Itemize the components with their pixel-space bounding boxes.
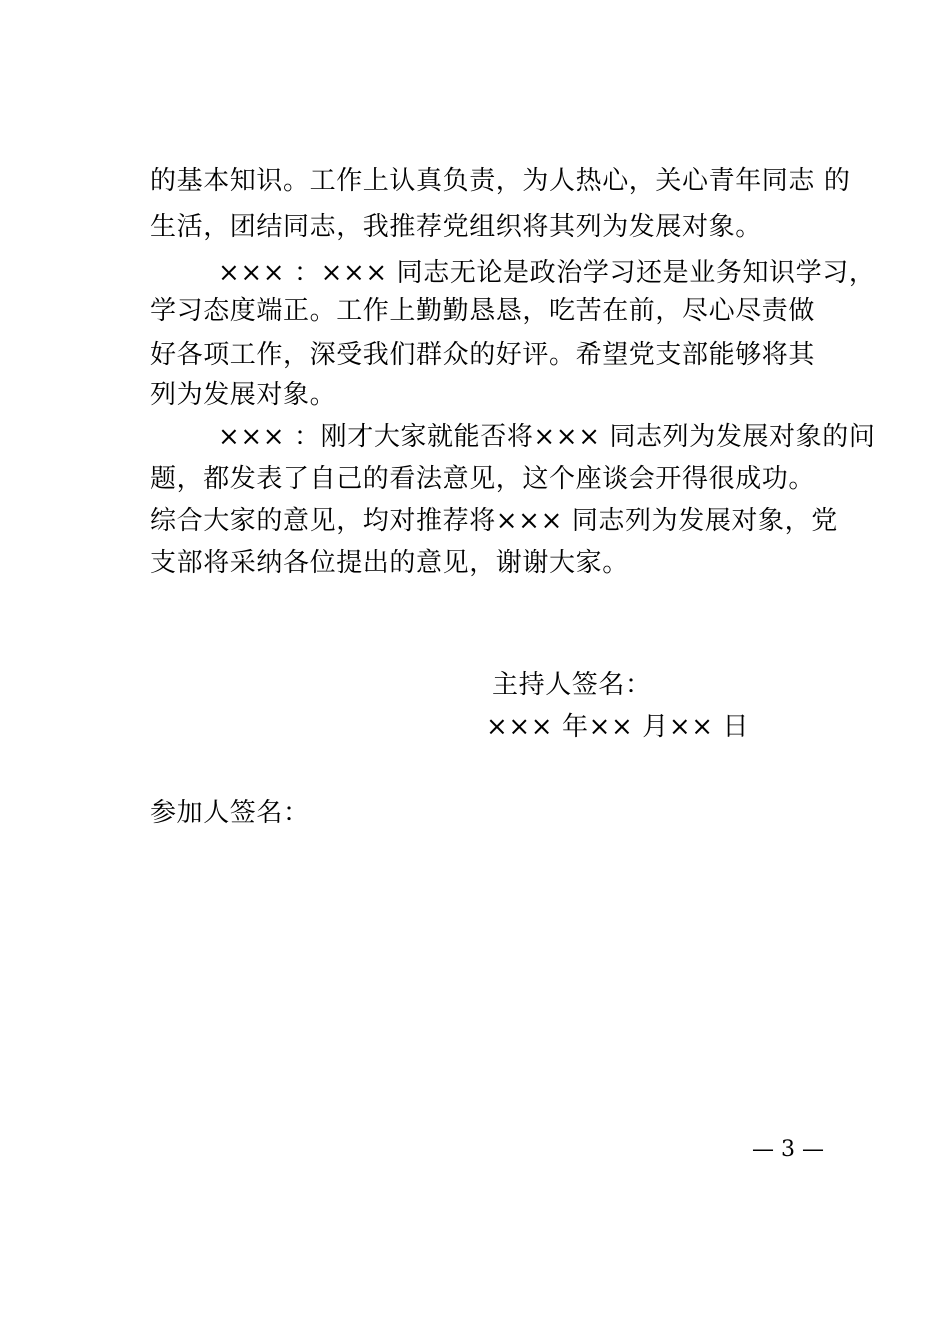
body-line: 好各项工作，深受我们群众的好评。希望党支部能够将其: [150, 340, 816, 370]
participants-signature-label: 参加人签名：: [150, 798, 310, 828]
body-line: ××× ：刚才大家就能否将××× 同志列为发展对象的问: [218, 422, 876, 452]
signature-date: ××× 年×× 月×× 日: [486, 712, 750, 742]
body-line: ××× ：××× 同志无论是政治学习还是业务知识学习，: [218, 258, 876, 288]
host-signature-label: 主持人签名：: [492, 670, 652, 700]
body-line: 综合大家的意见，均对推荐将××× 同志列为发展对象，党: [150, 506, 838, 536]
body-line: 题，都发表了自己的看法意见，这个座谈会开得很成功。: [150, 464, 816, 494]
body-line: 学习态度端正。工作上勤勤恳恳，吃苦在前，尽心尽责做: [150, 296, 816, 326]
body-line: 支部将采纳各位提出的意见，谢谢大家。: [150, 548, 629, 578]
body-line: 列为发展对象。: [150, 380, 337, 410]
body-line: 的基本知识。工作上认真负责，为人热心，关心青年同志 的: [150, 166, 851, 196]
body-line: 生活，团结同志，我推荐党组织将其列为发展对象。: [150, 212, 762, 242]
page-number: — 3 —: [752, 1137, 824, 1162]
